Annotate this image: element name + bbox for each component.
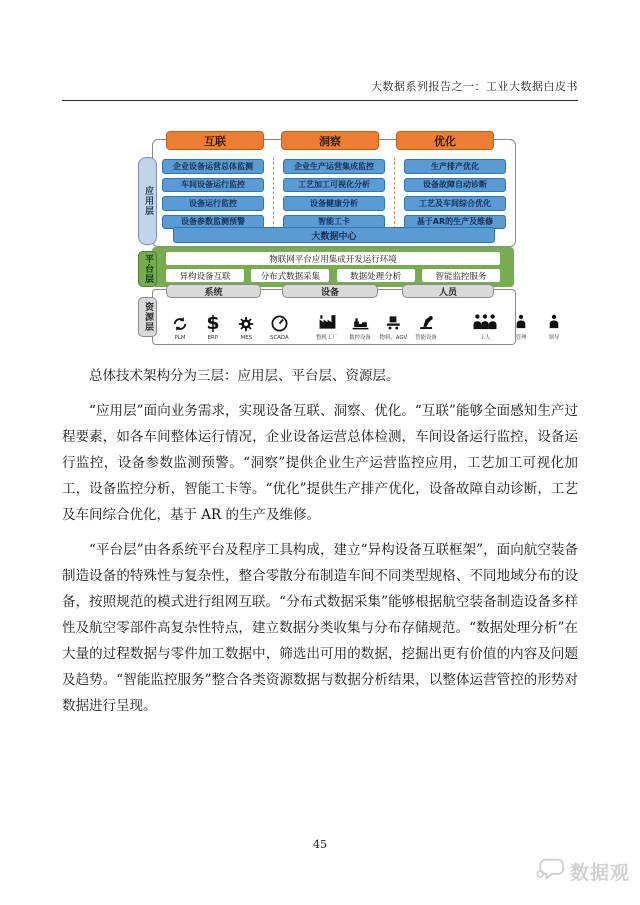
paragraph-app-layer: “应用层”面向业务需求，实现设备互联、洞察、优化。“互联”能够全面感知生产过程要素，如各车间整体运行情况，企业设备运营总体检测，车间设备运行监控，设备运行监控，设备参数监测预警。“洞察”提供企业生产运营监控应用，工艺加工可视化加工，设备监控分析，智能工卡等。“优化”提供生产排产优化，设备故障自动诊断，工艺及车间综合优化，基于 AR 的生产及维修。 [62,403,578,523]
speech-bubble-icon [535,858,565,885]
platform-layer-tab: 平台层 [138,251,157,287]
app-item: 基于AR的生产及维修 [404,215,506,230]
app-item: 设备运行监控 [162,196,264,211]
platform-layer-box [152,247,514,287]
page-number: 45 [313,838,327,851]
iot-platform-env-bar: 物联网平台应用集成开发运行环境 [166,252,500,265]
icon-label: SCADA [269,334,289,341]
factory-icon [318,311,337,331]
application-columns [153,157,515,229]
icon-label: 整机工厂 [316,334,338,341]
service-box: 异构设备互联 [166,269,244,282]
column-insight [273,157,394,229]
factory-item [314,311,340,341]
big-data-center-bar: 大数据中心 [173,227,495,243]
scada-icon [270,313,289,333]
people-icon-group [469,300,567,341]
leader-item [541,311,567,341]
material-agv-icon [384,311,402,331]
page-header-title: 大数据系列报告之一：工业大数据白皮书 [371,80,578,93]
resource-icons-row [163,300,560,341]
app-item: 智能工卡 [283,215,385,230]
app-layer-tab: 应用层 [138,157,157,245]
scada-item [266,313,292,341]
publisher-logo [535,858,630,885]
cnc-machine-icon [351,311,370,331]
erp-item [200,313,226,341]
app-item: 工艺及车间综合优化 [404,196,506,211]
agv-item [380,311,406,341]
mes-icon [237,313,255,333]
icon-label: PLM [174,334,186,341]
app-item: 企业生产运营集成监控 [283,159,385,174]
robot-item [413,311,439,341]
leader-icon [546,311,562,331]
icon-label: 领导 [548,334,560,341]
icon-label: 物料、AGV [379,334,407,341]
robot-arm-icon [417,311,436,331]
resource-layer-tab: 资源层 [138,297,157,337]
icon-label: 管理 [515,334,527,341]
diagram-header-interconnect: 互联 [166,131,264,150]
resource-group-header-devices: 设备 [282,284,378,298]
architecture-diagram [136,121,560,349]
workers-item [469,311,501,341]
diagram-header-optimize: 优化 [396,131,494,150]
app-item: 生产排产优化 [404,159,506,174]
cnc-item [347,311,373,341]
plm-icon [171,313,189,333]
plm-item [167,313,193,341]
app-item: 工艺加工可视化分析 [283,178,385,193]
mes-item [233,313,259,341]
header-rule [62,100,578,101]
platform-services [166,269,500,282]
icon-label: 数控设备 [349,334,371,341]
app-item: 设备参数监测预警 [162,215,264,230]
diagram-header-insight: 洞察 [281,131,379,150]
devices-icon-group [314,300,439,341]
app-item: 设备健康分析 [283,196,385,211]
manager-icon [513,311,529,331]
app-item: 设备故障自动诊断 [404,178,506,193]
app-item: 企业设备运营总体监测 [162,159,264,174]
app-item: 车间设备运行监控 [162,178,264,193]
resource-group-header-systems: 系统 [166,284,261,298]
service-box: 数据处理分析 [337,269,415,282]
paragraph-platform-layer: “平台层”由各系统平台及程序工具构成，建立“异构设备互联框架”，面向航空装备制造设备的特殊性与复杂性，整合零散分布制造车间不同类型规格、不同地域分布的设备，按照规范的模式进行组网互联。“分布式数据采集”能够根据航空装备制造设备多样性及航空零部件高复杂性特点，建立数据分类收集与分布存储规范。“数据处理分析”在大量的过程数据与零件加工数据中，筛选出可用的数据，挖掘出更有价值的内容及问题及趋势。“智能监控服务”整合各类资源数据与数据分析结果，以整体运营管控的形势对数据进行呈现。 [62,542,578,714]
application-layer-box [152,139,516,247]
service-box: 智能监控服务 [422,269,500,282]
icon-label: 智能设备 [415,334,437,341]
icon-label: 工人 [479,334,491,341]
resource-group-header-people: 人员 [402,284,494,298]
logo-text: 数据观 [569,862,630,884]
column-interconnect [153,157,273,229]
service-box: 分布式数据采集 [251,269,329,282]
manager-item [508,311,534,341]
workers-icon [472,311,498,331]
paragraph-overview: 总体技术架构分为三层：应用层、平台层、资源层。 [89,368,400,384]
resource-layer-box [152,287,560,345]
body-text [62,363,578,719]
icon-label: ERP [207,334,219,341]
column-optimize [394,157,515,229]
systems-icon-group [167,300,292,341]
icon-label: MES [240,334,252,341]
erp-icon: $ [206,312,220,334]
